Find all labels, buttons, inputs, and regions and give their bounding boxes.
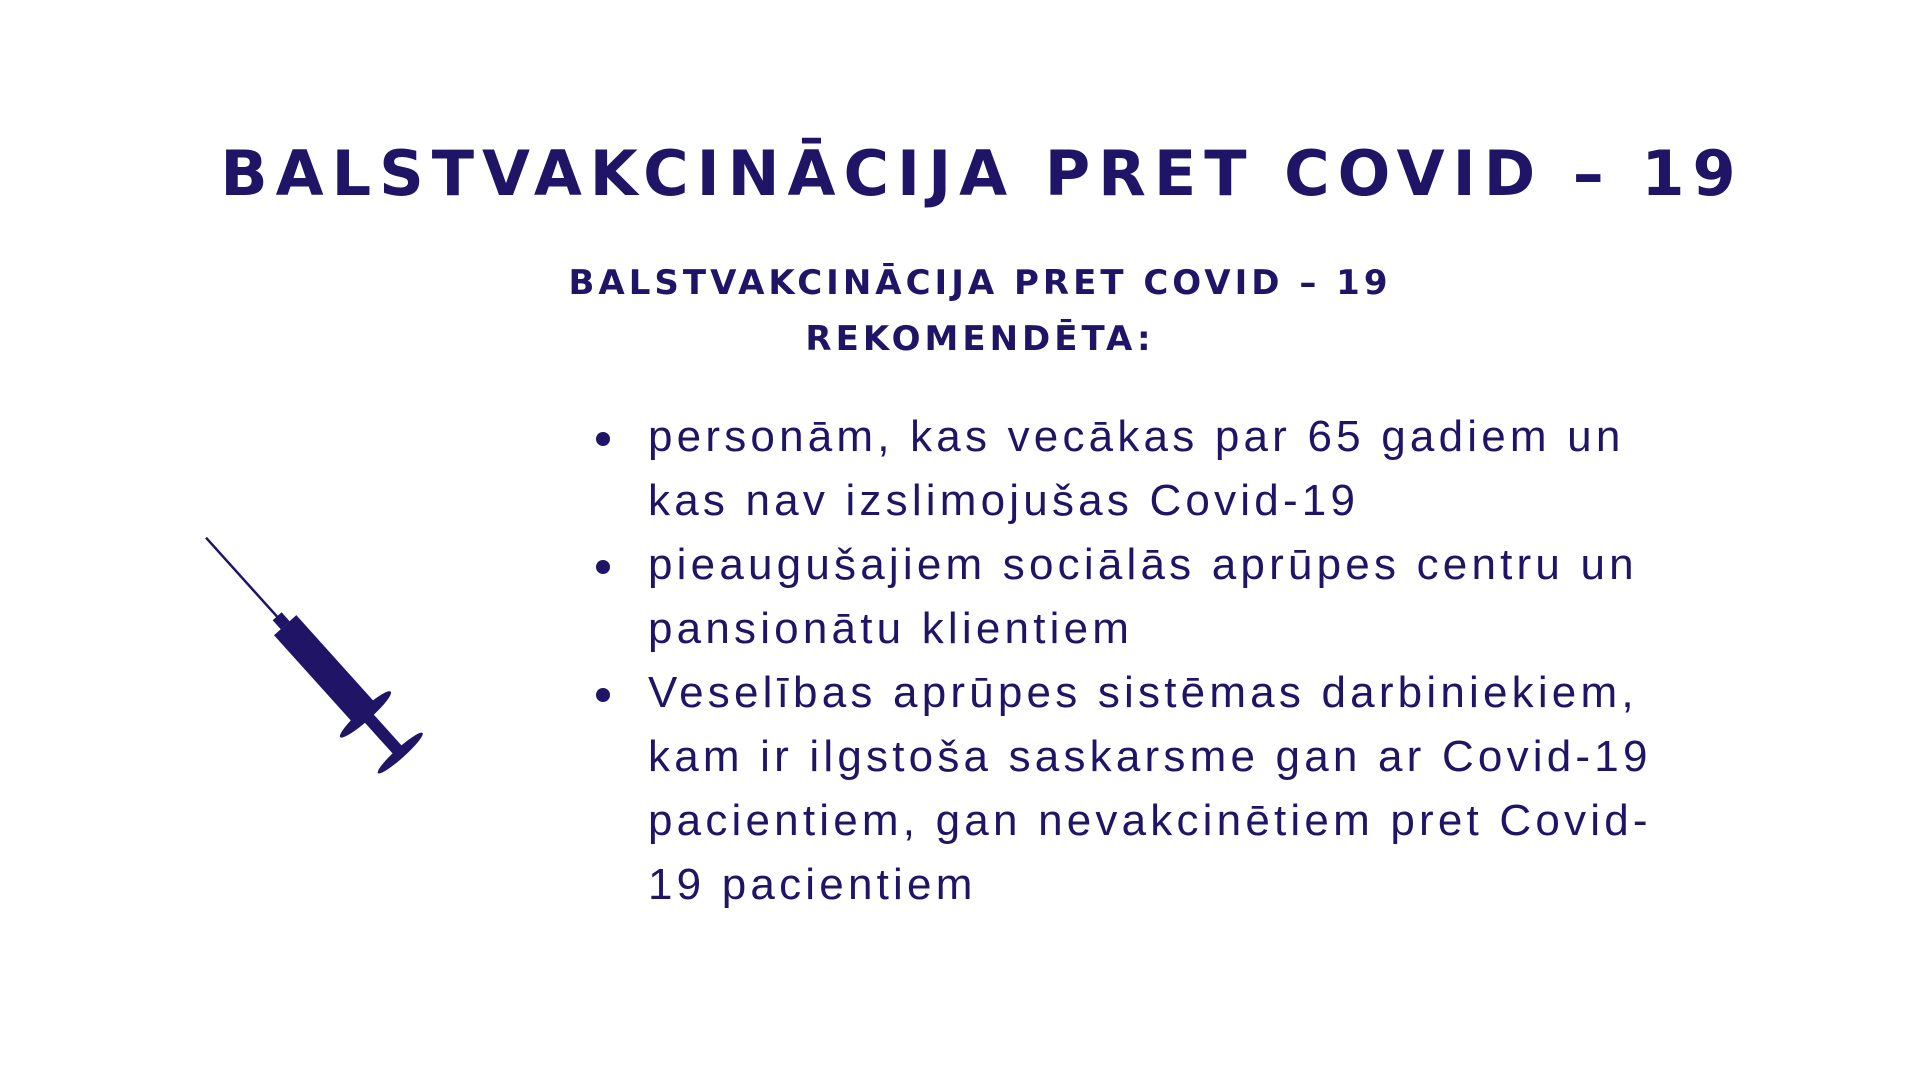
list-item-line: pacientiem, gan nevakcinētiem pret Covid- [648,796,1652,845]
list-item-line: kam ir ilgstoša saskarsme gan ar Covid-19 [648,732,1652,781]
subtitle-line-2: REKOMENDĒTA: [805,319,1155,359]
bullet-icon [596,432,610,446]
list-item-line: pieaugušajiem sociālās aprūpes centru un [648,540,1638,589]
subtitle [560,255,1400,367]
list-item-line: pansionātu klientiem [648,604,1134,653]
page-title: BALSTVAKCINĀCIJA PRET COVID – 19 [220,137,1744,210]
list-item [590,405,1790,533]
list-item-line: personām, kas vecākas par 65 gadiem un [648,412,1625,461]
list-item-line: kas nav izslimojušas Covid-19 [648,476,1360,525]
recommendation-list [590,405,1790,917]
list-item-line: Veselības aprūpes sistēmas darbiniekiem, [648,668,1638,717]
bullet-icon [596,560,610,574]
subtitle-line-1: BALSTVAKCINĀCIJA PRET COVID – 19 [568,263,1392,303]
list-item-line: 19 pacientiem [648,860,977,909]
list-item [590,661,1790,917]
syringe-icon [200,530,460,820]
bullet-icon [596,688,610,702]
list-item [590,533,1790,661]
